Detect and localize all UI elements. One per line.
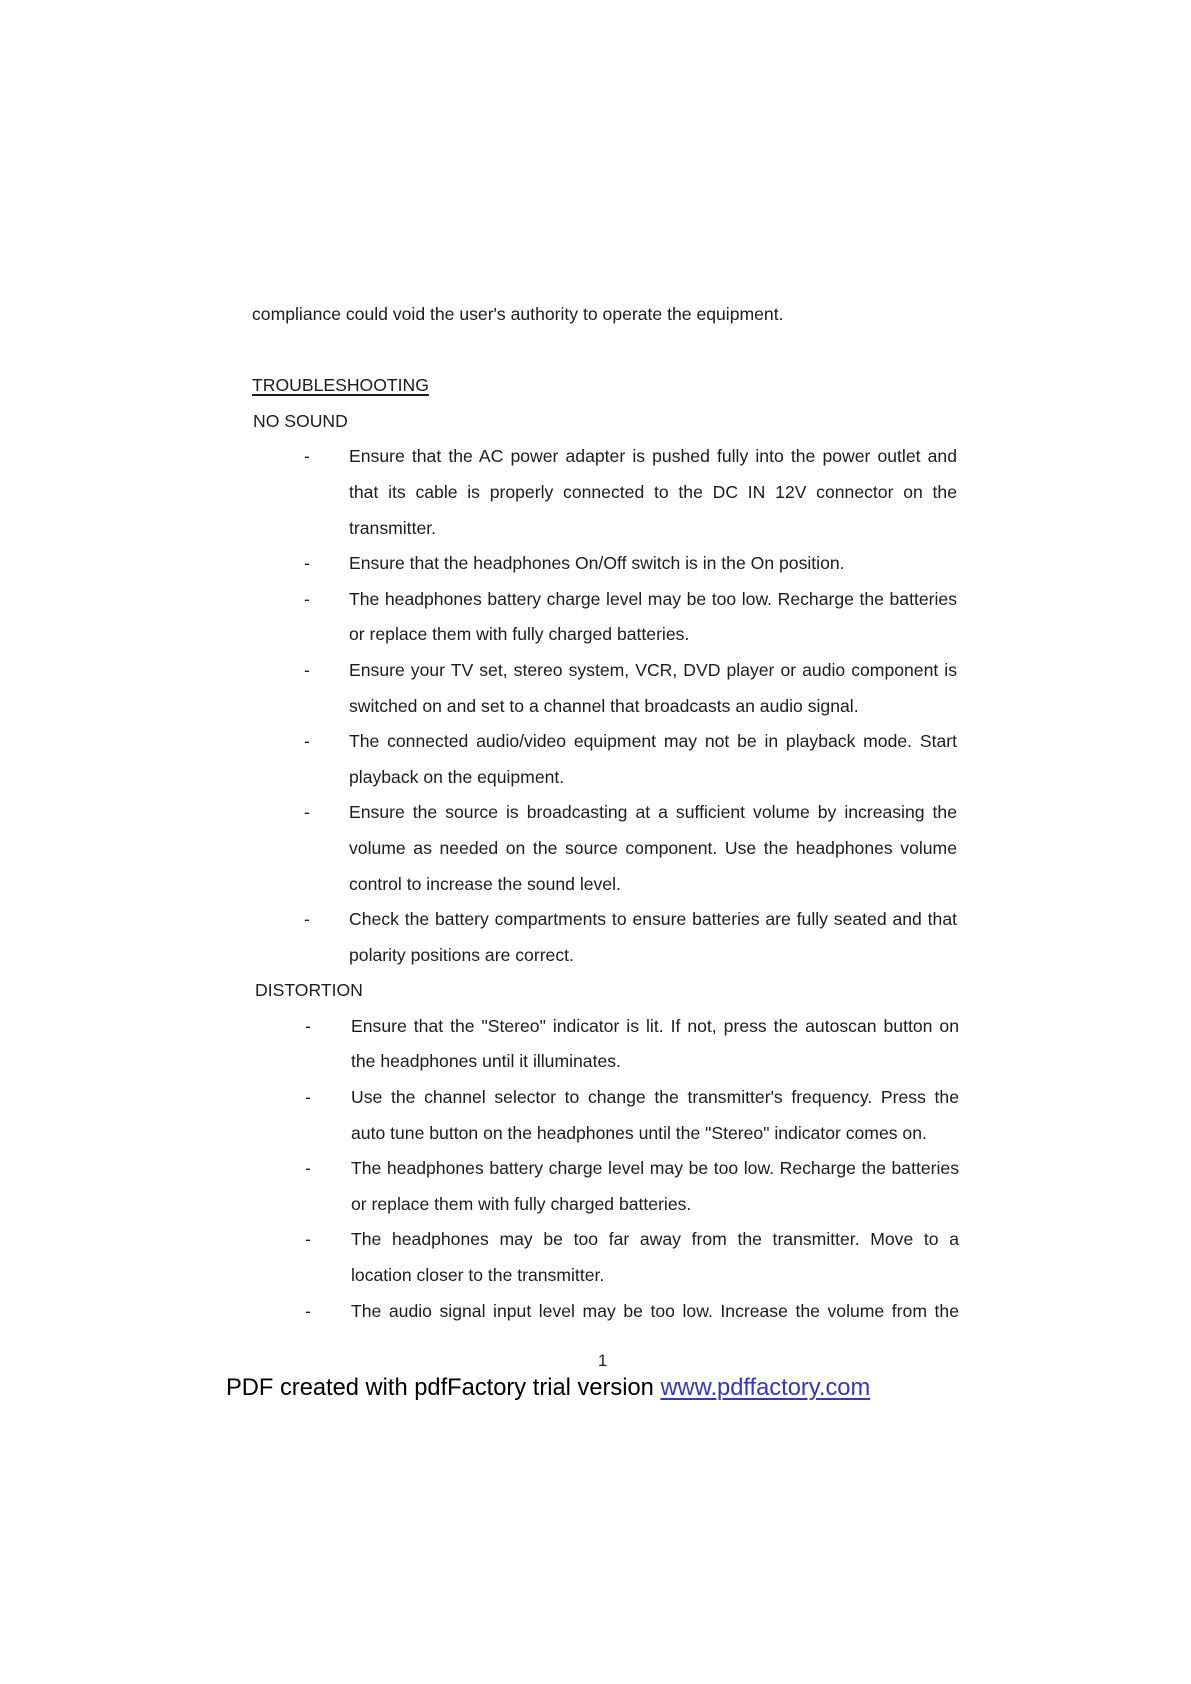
item-line: or replace them with fully charged batteries. <box>349 624 690 645</box>
footer-link[interactable]: www.pdffactory.com <box>660 1375 871 1401</box>
pdf-footer <box>226 1373 870 1403</box>
list-item <box>0 1294 1191 1330</box>
list-item <box>0 1222 1191 1293</box>
item-text <box>351 1151 959 1222</box>
list-item <box>0 1080 1191 1151</box>
item-line: playback on the equipment. <box>349 766 565 787</box>
list-item <box>0 1151 1191 1222</box>
bullet-dash: - <box>304 802 310 823</box>
item-line: Ensure that the "Stereo" indicator is lit. If not, press the autoscan button on <box>351 1015 959 1036</box>
page-number: 1 <box>598 1352 608 1370</box>
bullet-dash: - <box>305 1087 311 1108</box>
list-item <box>0 1009 1191 1080</box>
continuation-text: compliance could void the user's authority to operate the equipment. <box>252 304 784 324</box>
bullet-dash: - <box>304 731 310 752</box>
subsection-no-sound <box>0 404 1191 974</box>
item-line: The headphones may be too far away from the transmitter. Move to a <box>351 1229 959 1250</box>
item-line: the headphones until it illuminates. <box>351 1051 621 1072</box>
section-title-row <box>0 368 1191 404</box>
item-line: Ensure that the AC power adapter is pushed fully into the power outlet and <box>349 446 957 467</box>
item-text <box>349 724 957 795</box>
bullet-dash: - <box>304 909 310 930</box>
list-item <box>0 902 1191 973</box>
item-line: or replace them with fully charged batteries. <box>351 1193 692 1214</box>
item-text <box>351 1080 959 1151</box>
bullet-dash: - <box>305 1229 311 1250</box>
bullet-dash: - <box>305 1300 311 1321</box>
section-title: TROUBLESHOOTING <box>252 375 429 396</box>
item-text <box>351 1222 959 1293</box>
item-line: The headphones battery charge level may be too low. Recharge the batteries <box>349 588 957 609</box>
item-line: Ensure that the headphones On/Off switch is in the On position. <box>349 553 845 574</box>
bullet-dash: - <box>304 553 310 574</box>
list-item <box>0 546 1191 582</box>
item-line: that its cable is properly connected to the DC IN 12V connector on the <box>349 481 957 502</box>
item-text <box>349 902 957 973</box>
item-line: Ensure your TV set, stereo system, VCR, DVD player or audio component is <box>349 659 957 680</box>
item-line: switched on and set to a channel that broadcasts an audio signal. <box>349 695 859 716</box>
item-text <box>349 582 957 653</box>
bullet-dash: - <box>304 659 310 680</box>
item-line: Use the channel selector to change the transmitter's frequency. Press the <box>351 1087 959 1108</box>
list-item <box>0 582 1191 653</box>
bullet-dash: - <box>305 1015 311 1036</box>
item-text <box>351 1009 959 1080</box>
page-content <box>0 297 1191 1329</box>
item-text <box>351 1294 959 1330</box>
item-line: transmitter. <box>349 517 437 538</box>
bullet-dash: - <box>304 588 310 609</box>
list-item <box>0 439 1191 546</box>
item-text <box>349 439 957 546</box>
item-line: location closer to the transmitter. <box>351 1265 605 1286</box>
bullet-dash: - <box>305 1158 311 1179</box>
item-line: volume as needed on the source component. Use the headphones volume <box>349 837 957 858</box>
item-line: The connected audio/video equipment may not be in playback mode. Start <box>349 731 957 752</box>
item-text <box>349 795 957 902</box>
blank-line <box>0 333 1191 369</box>
item-line: Check the battery compartments to ensure batteries are fully seated and that <box>349 909 957 930</box>
subsection-distortion <box>0 973 1191 1329</box>
list-item <box>0 724 1191 795</box>
footer-text: PDF created with pdfFactory trial version <box>226 1375 654 1401</box>
list-item <box>0 653 1191 724</box>
list-item <box>0 795 1191 902</box>
item-text <box>349 546 957 582</box>
item-text <box>349 653 957 724</box>
item-line: auto tune button on the headphones until the "Stereo" indicator comes on. <box>351 1122 927 1143</box>
item-line: Ensure the source is broadcasting at a sufficient volume by increasing the <box>349 802 957 823</box>
item-line: polarity positions are correct. <box>349 944 574 965</box>
item-line: The audio signal input level may be too low. Increase the volume from the <box>351 1300 959 1321</box>
bullet-dash: - <box>304 446 310 467</box>
item-line: The headphones battery charge level may be too low. Recharge the batteries <box>351 1158 959 1179</box>
subsection-heading: NO SOUND <box>253 410 348 431</box>
subsection-heading: DISTORTION <box>255 980 363 1001</box>
item-line: control to increase the sound level. <box>349 873 621 894</box>
